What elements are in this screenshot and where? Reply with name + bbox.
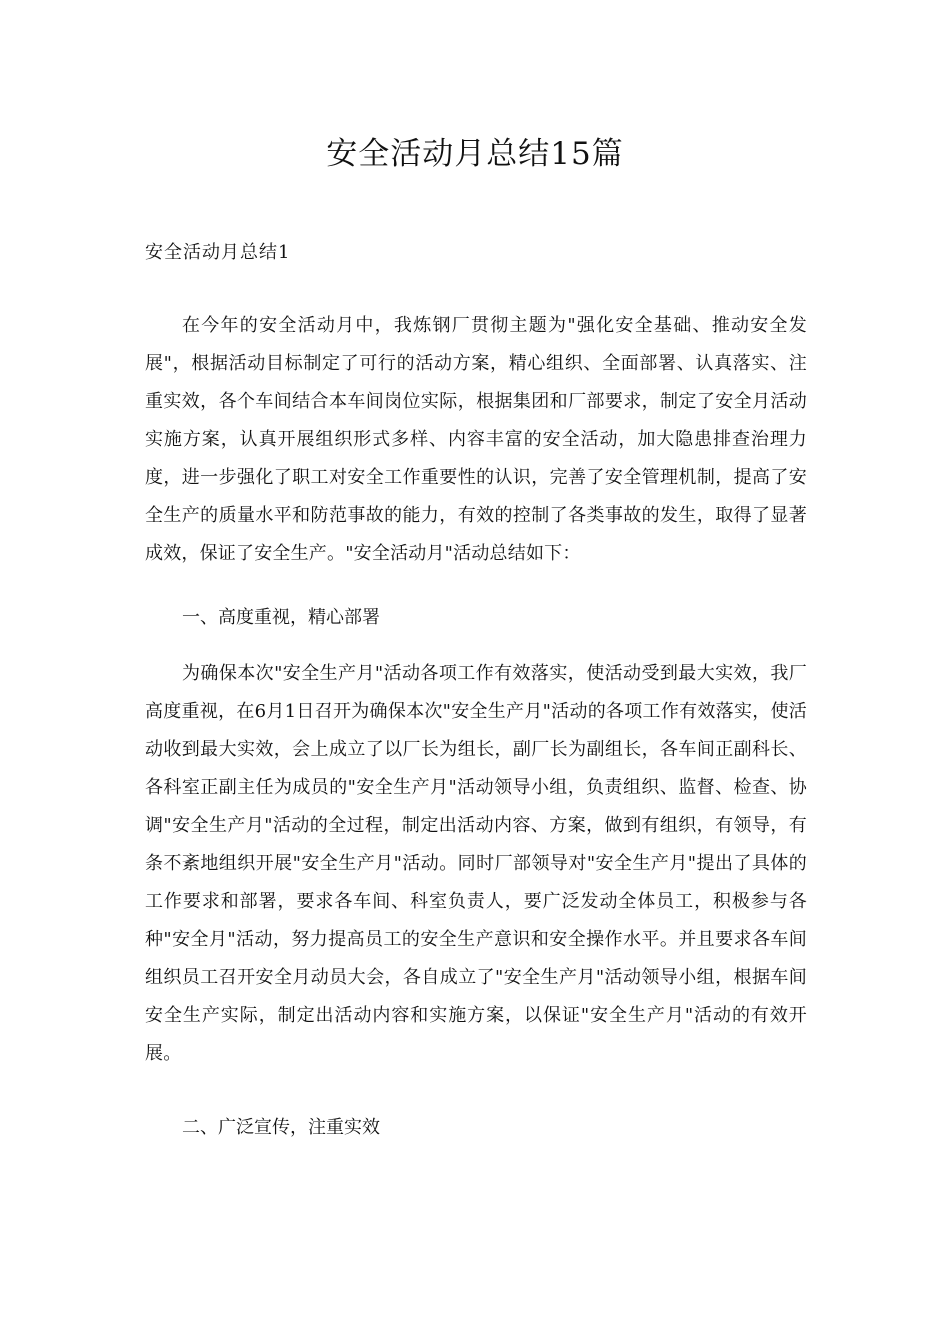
subheading-high-attention: 一、高度重视，精心部署 <box>182 607 380 628</box>
body-paragraph-deployment: 为确保本次"安全生产月"活动各项工作有效落实，使活动受到最大实效，我厂高度重视，在6月1日召开为确保本次"安全生产月"活动的各项工作有效落实，使活动收到最大实效，会上成立了以厂长为组长，副厂长为副组长，各车间正副科长、各科室正副主任为成员的"安全生产月"活动领导小组，负责组织、监督、检查、协调"安全生产月"活动的全过程，制定出活动内容、方案，做到有组织，有领导，有条不紊地组织开展"安全生产月"活动。同时厂部领导对"安全生产月"提出了具体的工作要求和部署，要求各车间、科室负责人，要广泛发动全体员工，积极参与各种"安全月"活动，努力提高员工的安全生产意识和安全操作水平。并且要求各车间组织员工召开安全月动员大会，各自成立了"安全生产月"活动领导小组，根据车间安全生产实际，制定出活动内容和实施方案，以保证"安全生产月"活动的有效开展。 <box>145 663 807 1064</box>
document-title: 安全活动月总结15篇 <box>326 136 624 172</box>
section-heading: 安全活动月总结1 <box>145 242 291 263</box>
intro-paragraph: 在今年的安全活动月中，我炼钢厂贯彻主题为"强化安全基础、推动安全发展"，根据活动目标制定了可行的活动方案，精心组织、全面部署、认真落实、注重实效，各个车间结合本车间岗位实际，根据集团和厂部要求，制定了安全月活动实施方案，认真开展组织形式多样、内容丰富的安全活动，加大隐患排查治理力度，进一步强化了职工对安全工作重要性的认识，完善了安全管理机制，提高了安全生产的质量水平和防范事故的能力，有效的控制了各类事故的发生，取得了显著成效，保证了安全生产。"安全活动月"活动总结如下： <box>145 315 807 564</box>
subheading-publicity: 二、广泛宣传，注重实效 <box>182 1117 380 1138</box>
